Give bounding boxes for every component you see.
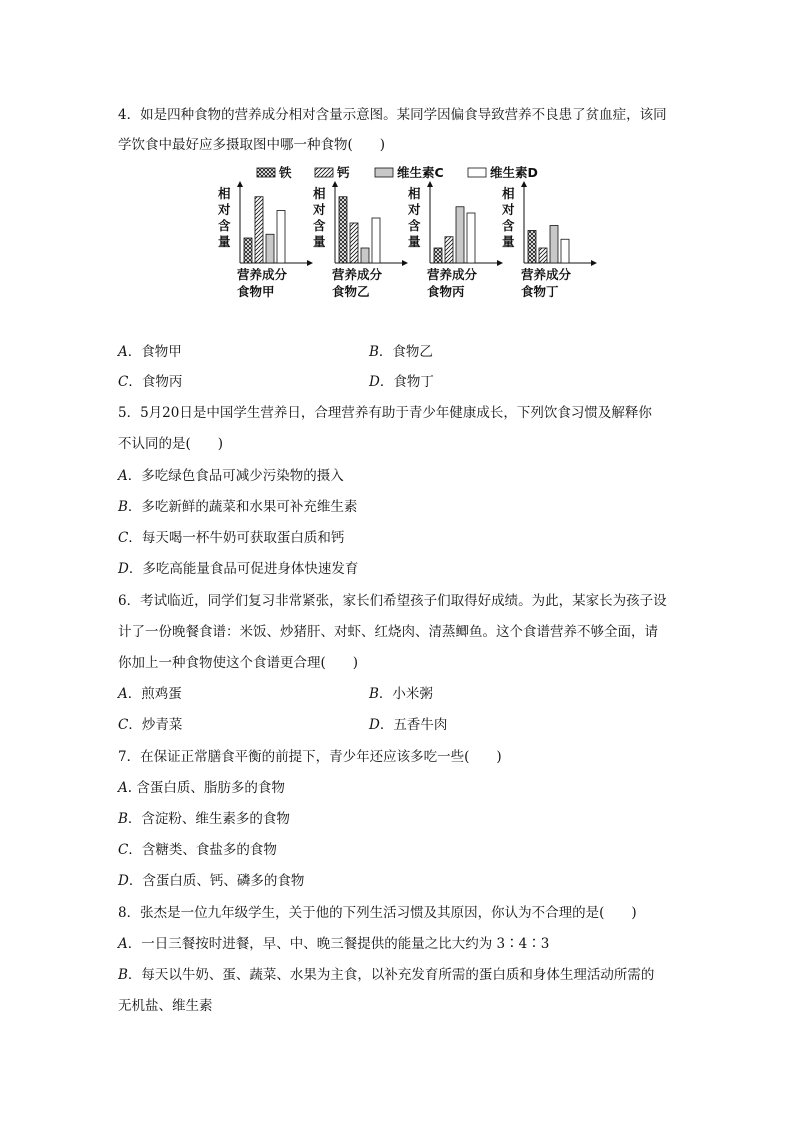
x-axis-label: 营养成分: [237, 267, 288, 282]
bar-vitamin-d: [467, 213, 475, 263]
bar-iron: [434, 248, 442, 263]
q6-stem-line1: 6．考试临近，同学们复习非常紧张，家长们希望孩子们取得好成绩。为此，某家长为孩子设: [118, 593, 667, 609]
bar-calcium: [445, 237, 453, 263]
y-axis-label-char: 含: [313, 218, 326, 233]
q8-stem-line1: 8．张杰是一位九年级学生，关于他的下列生活习惯及其原因，你认为不合理的是( ): [118, 905, 637, 921]
bar-calcium: [255, 197, 263, 263]
q8-option-a[interactable]: A．一日三餐按时进餐，早、中、晚三餐提供的能量之比大约为 3∶4∶3: [118, 936, 550, 952]
bar-iron: [528, 231, 536, 264]
y-axis-label-char: 相: [218, 186, 231, 201]
legend-label-vitamin-d: 维生素D: [490, 165, 538, 180]
q8-option-b-continuation: 无机盐、维生素: [118, 998, 213, 1014]
y-axis-label-char: 量: [502, 234, 515, 249]
y-axis-label-char: 含: [218, 218, 231, 233]
q4-option-c[interactable]: C．食物丙: [118, 374, 183, 390]
bar-vitamin-d: [277, 211, 285, 264]
q7-option-c[interactable]: C．含糖类、食盐多的食物: [118, 842, 277, 858]
y-axis-label-char: 含: [502, 218, 515, 233]
bar-calcium: [350, 223, 358, 263]
chart-panel-1: [217, 182, 312, 299]
q6-option-c[interactable]: C．炒青菜: [118, 717, 183, 733]
bar-calcium: [539, 248, 547, 263]
q6-option-a[interactable]: A．煎鸡蛋: [118, 686, 182, 702]
bar-vitamin-c: [266, 234, 274, 263]
x-axis-label: 营养成分: [332, 267, 383, 282]
x-axis-label: 营养成分: [427, 267, 478, 282]
x-axis-label: 营养成分: [521, 267, 572, 282]
y-axis-label-char: 量: [218, 234, 231, 249]
y-axis-label-char: 相: [313, 186, 326, 201]
q5-option-a[interactable]: A．多吃绿色食品可减少污染物的摄入: [118, 468, 344, 484]
q4-stem-line2: 学饮食中最好应多摄取图中哪一种食物( ): [118, 137, 386, 153]
q7-option-b[interactable]: B．含淀粉、维生素多的食物: [118, 811, 290, 827]
q6-stem-line2: 计了一份晚餐食谱：米饭、炒猪肝、对虾、红烧肉、清蒸鲫鱼。这个食谱营养不够全面，请: [118, 624, 658, 640]
legend-label-vitamin-c: 维生素C: [397, 165, 444, 180]
food-name-label: 食物甲: [237, 284, 275, 299]
chart-panel-3: [407, 182, 502, 299]
y-axis-label-char: 对: [408, 202, 421, 217]
bar-iron: [339, 197, 347, 263]
q6-option-d[interactable]: D．五香牛肉: [369, 717, 448, 733]
y-axis-label-char: 量: [313, 234, 326, 249]
q7-stem-line1: 7．在保证正常膳食平衡的前提下，青少年还应该多吃一些( ): [118, 749, 502, 765]
q4-stem-line1: 4．如是四种食物的营养成分相对含量示意图。某同学因偏食导致营养不良患了贫血症，该同: [118, 107, 667, 123]
legend-swatch-vitamin-c: [375, 168, 393, 177]
q5-stem-line2: 不认同的是( ): [118, 436, 224, 452]
food-name-label: 食物乙: [332, 284, 370, 299]
bar-vitamin-c: [361, 248, 369, 263]
q4-option-b[interactable]: B．食物乙: [369, 344, 433, 360]
q4-option-d[interactable]: D．食物丁: [369, 374, 434, 390]
y-axis-label-char: 含: [408, 218, 421, 233]
y-axis-label-char: 对: [218, 202, 231, 217]
bar-vitamin-c: [550, 226, 558, 264]
bar-vitamin-d: [372, 218, 380, 263]
food-name-label: 食物丙: [427, 284, 465, 299]
q8-option-b[interactable]: B．每天以牛奶、蛋、蔬菜、水果为主食，以补充发育所需的蛋白质和身体生理活动所需的: [118, 967, 655, 983]
q7-option-d[interactable]: D．含蛋白质、钙、磷多的食物: [118, 873, 305, 889]
legend-swatch-iron: [257, 168, 275, 177]
legend-swatch-vitamin-d: [468, 168, 486, 177]
q7-option-a[interactable]: A. 含蛋白质、脂肪多的食物: [118, 780, 285, 796]
q5-stem-line1: 5．5月20日是中国学生营养日，合理营养有助于青少年健康成长，下列饮食习惯及解释你: [118, 405, 652, 421]
chart-panel-2: [312, 182, 407, 299]
y-axis-label-char: 对: [502, 202, 515, 217]
q5-option-d[interactable]: D．多吃高能量食品可促进身体快速发育: [118, 561, 359, 577]
legend-swatch-calcium: [315, 168, 333, 177]
bar-vitamin-d: [561, 239, 569, 263]
q6-option-b[interactable]: B．小米粥: [369, 686, 433, 702]
q4-option-a[interactable]: A．食物甲: [118, 344, 182, 360]
y-axis-label-char: 量: [408, 234, 421, 249]
legend-label-iron: 铁: [279, 165, 292, 180]
y-axis-label-char: 对: [313, 202, 326, 217]
chart-panel-4: [501, 182, 596, 299]
food-name-label: 食物丁: [521, 284, 559, 299]
chart-legend: [257, 165, 538, 180]
q5-option-b[interactable]: B．多吃新鲜的蔬菜和水果可补充维生素: [118, 499, 358, 515]
bar-iron: [244, 238, 252, 263]
y-axis-label-char: 相: [408, 186, 421, 201]
q5-option-c[interactable]: C．每天喝一杯牛奶可获取蛋白质和钙: [118, 530, 345, 546]
nutrition-chart: [218, 158, 572, 308]
legend-label-calcium: 钙: [337, 165, 350, 180]
q6-stem-line3: 你加上一种食物使这个食谱更合理( ): [118, 655, 359, 671]
y-axis-label-char: 相: [502, 186, 515, 201]
bar-vitamin-c: [456, 207, 464, 263]
